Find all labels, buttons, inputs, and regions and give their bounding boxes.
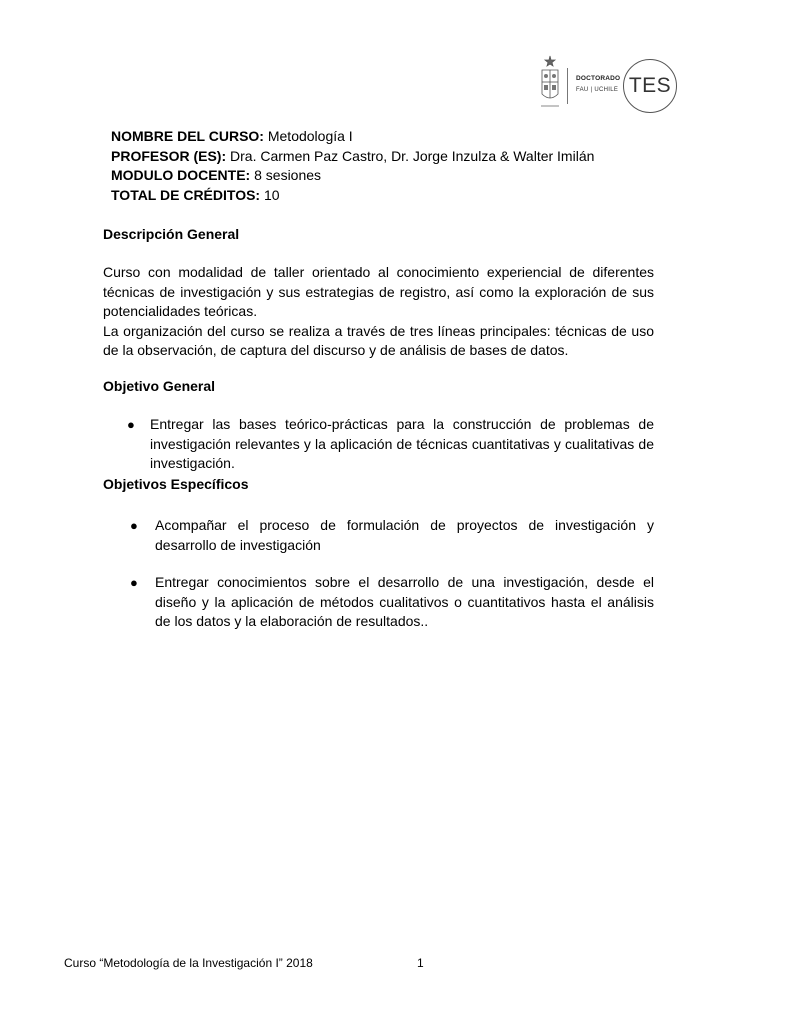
description-heading: Descripción General [103, 226, 240, 242]
description-body [103, 263, 654, 361]
professor-value: Dra. Carmen Paz Castro, Dr. Jorge Inzulza & Walter Imilán [226, 147, 595, 164]
description-paragraph-1: Curso con modalidad de taller orientado al conocimiento experiencial de diferentes técnicas de investigación y sus estrategias de registro, así como la exploración de sus potencialidades teóricas. [103, 264, 654, 319]
course-name-line [111, 127, 594, 147]
description-paragraph-2: La organización del curso se realiza a través de tres líneas principales: técnicas de uso de la observación, de captura del discurso y de análisis de bases de datos. [103, 322, 654, 358]
page-number: 1 [417, 956, 424, 970]
credits-value: 10 [260, 186, 280, 203]
program-logo [532, 54, 680, 118]
module-line [111, 166, 594, 186]
list-item [127, 415, 654, 474]
module-label: MODULO DOCENTE: [111, 167, 251, 183]
list-item [130, 573, 654, 632]
general-objective-text: Entregar las bases teórico-prácticas para la construcción de problemas de investigación relevantes y la aplicación de técnicas cuantitativas y cualitativas de investigación. [150, 416, 654, 471]
university-crest-icon [538, 54, 562, 110]
professor-line [111, 147, 594, 167]
tes-logo-mark: TES [623, 59, 677, 113]
course-name-label: NOMBRE DEL CURSO: [111, 128, 264, 144]
logo-label-doctorado: DOCTORADO [576, 75, 621, 82]
credits-line [111, 186, 594, 206]
course-info [111, 127, 594, 205]
bullet-icon: ● [127, 417, 135, 432]
footer-course-text: Curso “Metodología de la Investigación I” 2018 [64, 956, 313, 970]
general-objective-heading: Objetivo General [103, 378, 216, 394]
professor-label: PROFESOR (ES): [111, 147, 227, 164]
course-name-value: Metodología I [263, 128, 353, 144]
specific-objectives-heading: Objetivos Específicos [103, 476, 249, 492]
list-item [130, 516, 654, 555]
module-value: 8 sesiones [250, 167, 322, 183]
bullet-icon: ● [130, 575, 138, 590]
specific-objective-text: Acompañar el proceso de formulación de proyectos de investigación y desarrollo de investigación [155, 517, 654, 553]
specific-objective-text: Entregar conocimientos sobre el desarrollo de una investigación, desde el diseño y la aplicación de métodos cualitativos o cuantitativos hasta el análisis de los datos y la elaboración de resultados.. [155, 574, 654, 629]
bullet-icon: ● [130, 518, 138, 533]
logo-label-fau-uchile: FAU | UCHILE [576, 87, 619, 93]
credits-label: TOTAL DE CRÉDITOS: [111, 186, 261, 203]
logo-divider [567, 68, 568, 104]
